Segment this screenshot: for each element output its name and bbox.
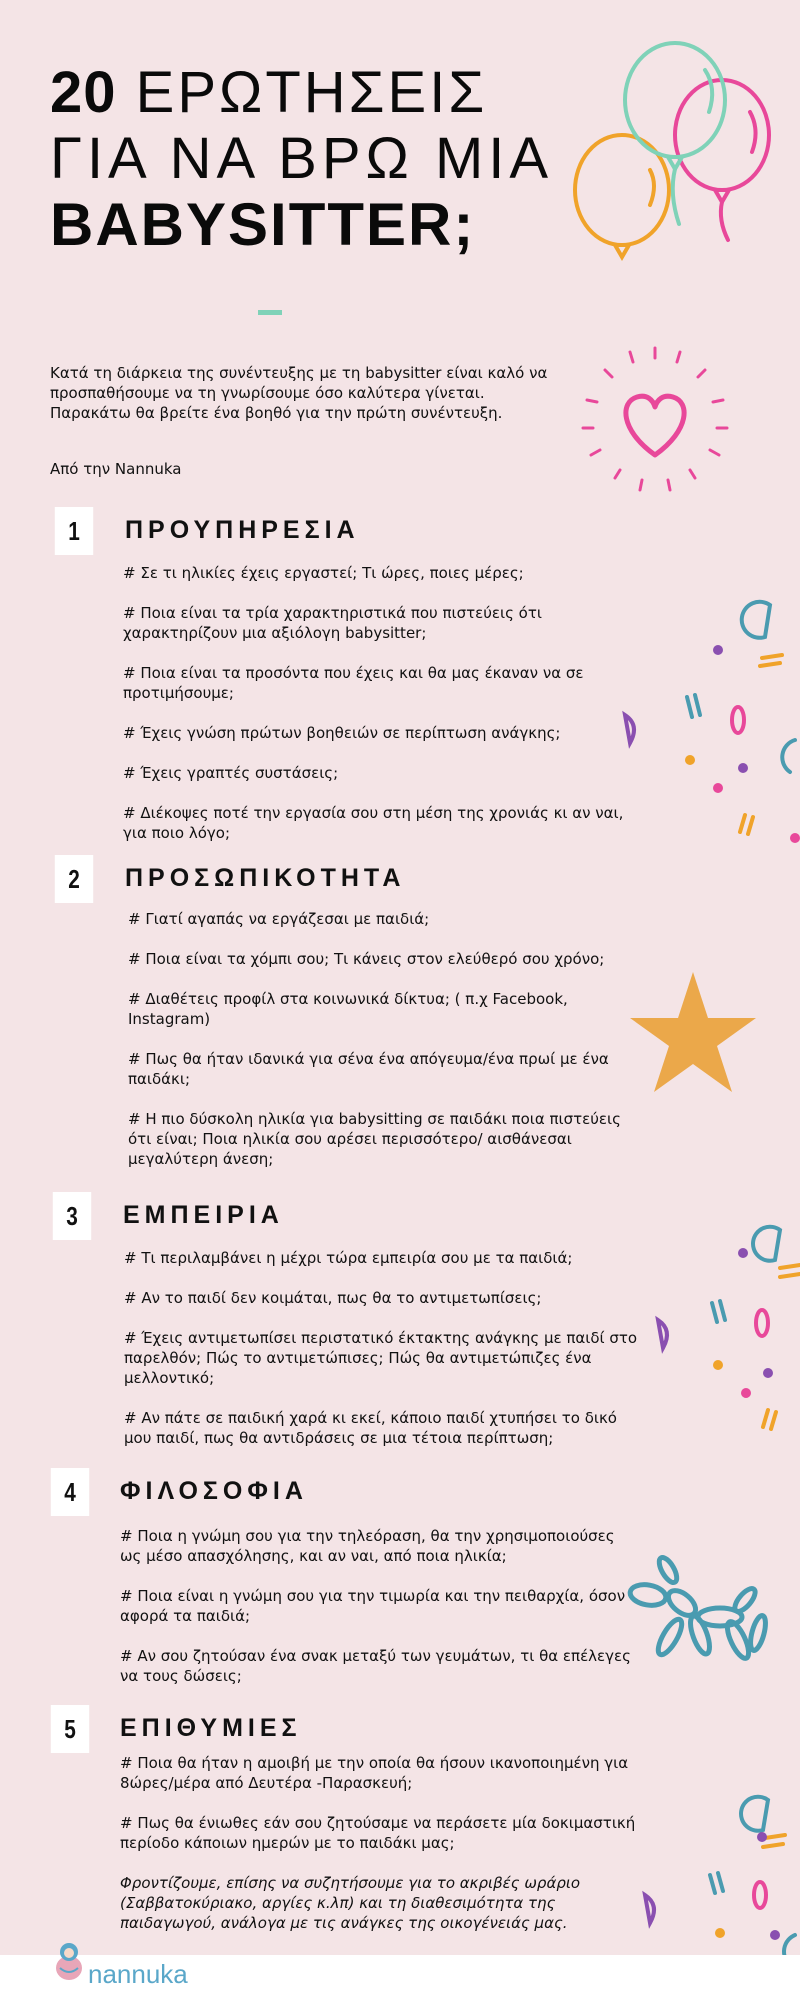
confetti-decoration: [600, 580, 800, 860]
question-item: # Ποια θα ήταν η αμοιβή με την οποία θα ήσουν ικανοποιημένη για 8ώρες/μέρα από Δευτέρα -Παρασκευή;: [120, 1754, 629, 1792]
confetti-decoration: [640, 1205, 800, 1445]
question-item: # Ποια είναι τα προσόντα που έχεις και θα μας έκαναν να σε προτιμήσουμε;: [123, 664, 584, 702]
question-item: # Έχεις γνώση πρώτων βοηθειών σε περίπτωση ανάγκης;: [123, 724, 561, 742]
section-heading: ΕΜΠΕΙΡΙΑ: [123, 1201, 284, 1229]
section-number: 5: [51, 1705, 89, 1753]
intro-text: Κατά τη διάρκεια της συνέντευξης με τη babysitter είναι καλό να προσπαθήσουμε να τη γνωρίσουμε όσο καλύτερα γίνεται. Παρακάτω θα βρείτε ένα βοηθό για την πρώτη συνέντευξη.: [50, 364, 548, 422]
title-line-3: BABYSITTER;: [50, 191, 476, 258]
question-item: # Ποια είναι τα τρία χαρακτηριστικά που πιστεύεις ότι χαρακτηρίζουν μια αξιόλογη babysitter;: [123, 604, 542, 642]
title-line-2: ΓΙΑ ΝΑ ΒΡΩ ΜΙΑ: [50, 126, 554, 191]
question-item: # Αν πάτε σε παιδική χαρά κι εκεί, κάποιο παιδί χτυπήσει το δικό μου παιδί, πως θα αντιδράσεις σε μια τέτοια περίπτωση;: [124, 1409, 617, 1447]
question-item: # Πως θα ένιωθες εάν σου ζητούσαμε να περάσετε μία δοκιμαστική περίοδο κάποιων ημερών με το παιδάκι μας;: [120, 1814, 636, 1852]
question-item: # Γιατί αγαπάς να εργάζεσαι με παιδιά;: [128, 910, 430, 928]
question-item: # Ποια είναι η γνώμη σου για την τιμωρία και την πειθαρχία, όσον αφορά τα παιδιά;: [120, 1587, 626, 1625]
question-item: # Σε τι ηλικίες έχεις εργαστεί; Τι ώρες, ποιες μέρες;: [123, 564, 524, 582]
question-item: # Τι περιλαμβάνει η μέχρι τώρα εμπειρία σου με τα παιδιά;: [124, 1249, 573, 1267]
title-word-1: ΕΡΩΤΗΣΕΙΣ: [135, 60, 488, 125]
star-icon: [628, 970, 758, 1095]
author-line: Από την Nannuka: [50, 460, 182, 478]
balloon-dog-icon: [620, 1555, 770, 1675]
question-list: [128, 909, 648, 1189]
question-item: # Αν το παιδί δεν κοιμάται, πως θα το αντιμετωπίσεις;: [124, 1289, 542, 1307]
note-text: Φροντίζουμε, επίσης να συζητήσουμε για το ακριβές ωράριο (Σαββατοκύριακο, αργίες κ.λπ) και τη διαθεσιμότητα της παιδαγωγού, ανάλογα με τις ανάγκες της οικογένειάς μας.: [120, 1874, 581, 1932]
pink-balloon-icon: [675, 80, 769, 240]
balloons-illustration: [560, 40, 800, 260]
logo-text[interactable]: nannuka: [88, 1959, 188, 1989]
question-list: [120, 1753, 640, 1953]
question-item: # Πως θα ήταν ιδανικά για σένα ένα απόγευμα/ένα πρωί με ένα παιδάκι;: [128, 1050, 609, 1088]
heart-icon: [575, 340, 735, 500]
section-heading: ΦΙΛΟΣΟΦΙΑ: [120, 1477, 308, 1505]
question-item: # Αν σου ζητούσαν ένα σνακ μεταξύ των γευμάτων, τι θα επέλεγες να τους δώσεις;: [120, 1647, 631, 1685]
confetti-decoration: [620, 1775, 800, 1965]
section-number: 1: [55, 507, 93, 555]
question-list: [123, 563, 643, 863]
question-item: # Ποια η γνώμη σου για την τηλεόραση, θα την χρησιμοποιούσες ως μέσο απασχόλησης, και αν ναι, από ποια ηλικία;: [120, 1527, 615, 1565]
divider-dash: [258, 310, 282, 315]
question-list: [124, 1248, 644, 1468]
question-item: # Ποια είναι τα χόμπι σου; Τι κάνεις στον ελεύθερό σου χρόνο;: [128, 950, 605, 968]
question-item: # Έχεις αντιμετωπίσει περιστατικό έκτακτης ανάγκης με παιδί στο παρελθόν; Πώς το αντιμετώπισες; Πώς θα αντιμετώπιζες ένα μελλοντικό;: [124, 1329, 638, 1387]
section-number: 3: [53, 1192, 91, 1240]
section-number: 4: [51, 1468, 89, 1516]
section-heading: ΕΠΙΘΥΜΙΕΣ: [120, 1714, 302, 1742]
nannuka-logo-icon: [54, 1940, 84, 1982]
question-item: # Διέκοψες ποτέ την εργασία σου στη μέση της χρονιάς κι αν ναι, για ποιο λόγο;: [123, 804, 624, 842]
section-heading: ΠΡΟΥΠΗΡΕΣΙΑ: [125, 516, 360, 544]
section-heading: ΠΡΟΣΩΠΙΚΟΤΗΤΑ: [125, 864, 406, 892]
title-number: 20: [50, 60, 117, 125]
section-number: 2: [55, 855, 93, 903]
question-list: [120, 1526, 640, 1706]
question-item: # Έχεις γραπτές συστάσεις;: [123, 764, 339, 782]
question-item: # Διαθέτεις προφίλ στα κοινωνικά δίκτυα; ( π.χ Facebook, Instagram): [128, 990, 568, 1028]
page-title: [50, 60, 553, 258]
question-item: # Η πιο δύσκολη ηλικία για babysitting σε παιδάκι ποια πιστεύεις ότι είναι; Ποια ηλικία σου αρέσει περισσότερο/ αισθάνεσαι μεγαλύτερη άνεση;: [128, 1110, 621, 1168]
